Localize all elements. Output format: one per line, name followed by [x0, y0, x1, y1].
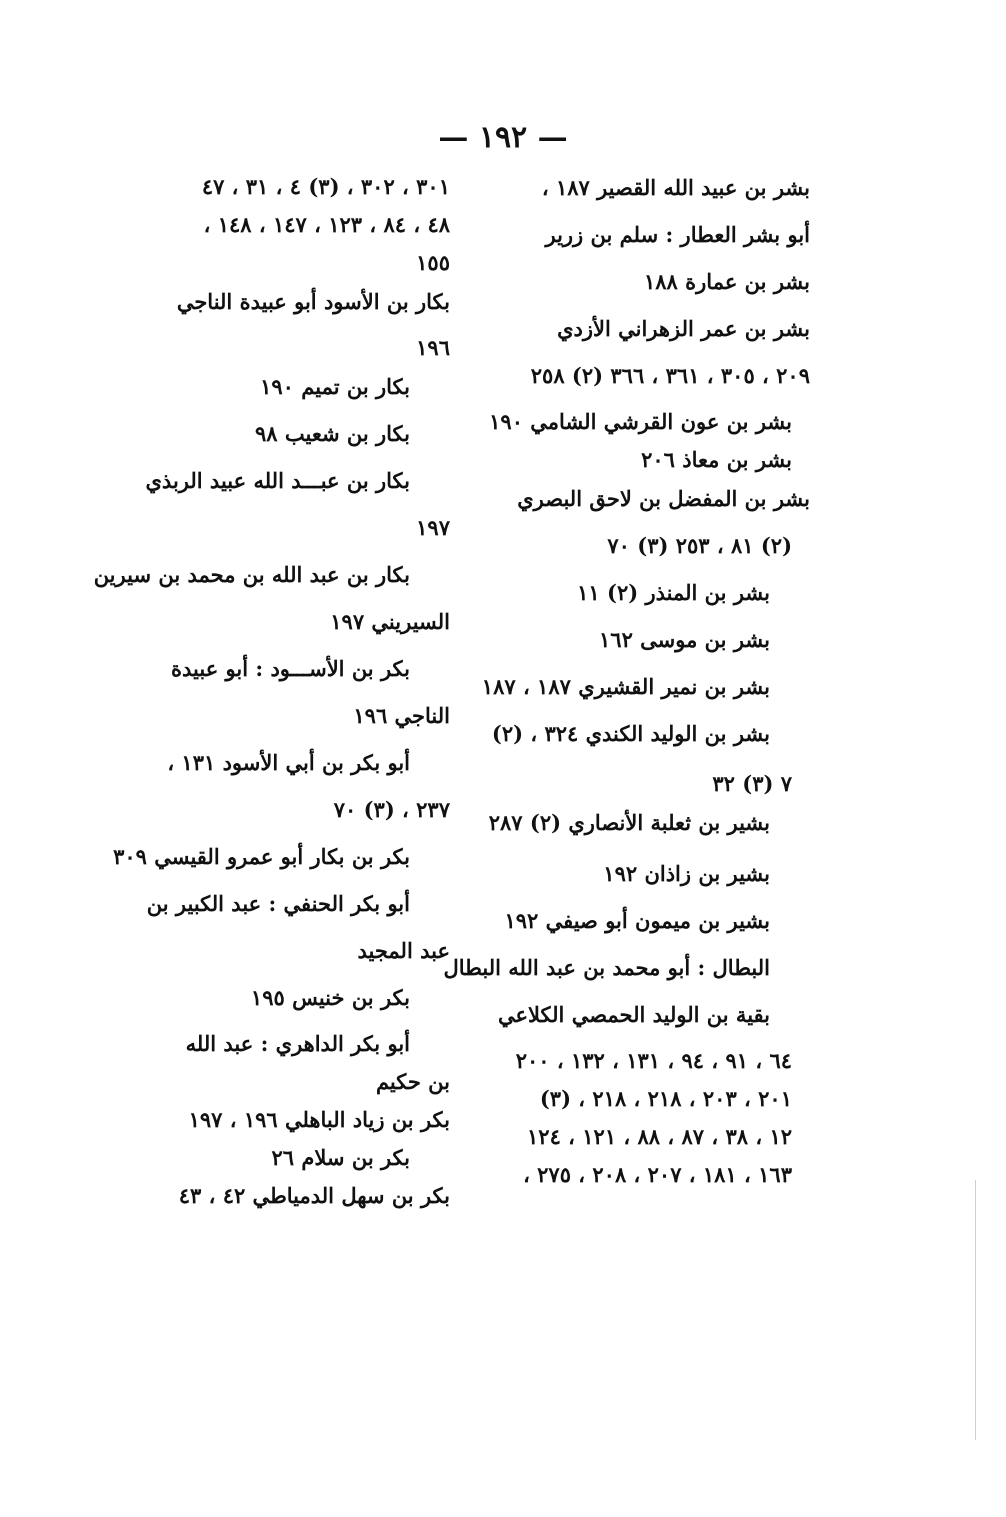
index-entry: بشر بن موسى ١٦٢	[599, 627, 770, 652]
scan-edge-line	[975, 1180, 976, 1440]
index-entry: بكار بن الأسود أبو عبيدة الناجي	[176, 289, 450, 314]
page-number: — ١٩٢ —	[438, 120, 568, 155]
index-entry: بشر بن عمارة ١٨٨	[644, 269, 810, 294]
index-entry-pages: الناجي ١٩٦	[353, 703, 450, 728]
index-entry: بكر بن الأســـود : أبو عبيدة	[171, 656, 410, 681]
index-entry: بشر بن الوليد الكندي ٣٢٤ ، (٢)	[491, 721, 770, 746]
index-entry: بكر بن خنيس ١٩٥	[250, 985, 410, 1010]
index-entry: أبو بشر العطار : سلم بن زرير	[545, 222, 810, 247]
index-entry: بشر بن نمير القشيري ١٨٧ ، ١٨٧	[481, 674, 770, 699]
index-entry: بشر بن معاذ ٢٠٦	[641, 447, 792, 472]
index-entry: بشير بن زاذان ١٩٢	[603, 861, 770, 886]
index-entry-pages: ١٩٦	[416, 335, 450, 360]
index-entry: بشر بن عون القرشي الشامي ١٩٠	[489, 409, 792, 434]
index-entry-pages: ٢٣٧ ، (٣) ٧٠	[333, 797, 450, 822]
index-entry: بكار بن تميم ١٩٠	[260, 374, 410, 399]
index-entry: بشر بن عمر الزهراني الأزدي	[557, 316, 810, 341]
index-entry: بكار بن شعيب ٩٨	[255, 421, 410, 446]
index-entry-pages: ١٥٥	[416, 250, 450, 275]
index-entry-pages: ٣٠١ ، ٣٠٢ ، (٣) ٤ ، ٣١ ، ٤٧	[201, 174, 450, 199]
index-entry: بشر بن المنذر (٢) ١١	[577, 580, 770, 605]
index-entry: بكار بن عبـــد الله عبيد الربذي	[145, 468, 410, 493]
index-column-left	[93, 170, 450, 1217]
index-entry: بشير بن ثعلبة الأنصاري (٢) ٢٨٧	[488, 810, 770, 835]
index-column-right	[443, 170, 810, 1196]
index-entry-pages: ١٩٧	[416, 515, 450, 540]
index-entry-pages: ٦٤ ، ٩١ ، ٩٤ ، ١٣١ ، ١٣٢ ، ٢٠٠	[515, 1048, 792, 1073]
index-entry-pages: السيريني ١٩٧	[330, 609, 450, 634]
index-entry: البطال : أبو محمد بن عبد الله البطال	[443, 955, 770, 980]
index-entry: بكر بن سلام ٢٦	[271, 1145, 410, 1170]
index-entry: بكر بن بكار أبو عمرو القيسي ٣٠٩	[113, 844, 410, 869]
index-entry-pages: ٤٨ ، ٨٤ ، ١٢٣ ، ١٤٧ ، ١٤٨ ،	[203, 212, 450, 237]
index-entry: بكر بن سهل الدمياطي ٤٢ ، ٤٣	[178, 1183, 450, 1208]
index-entry-pages: بن حكيم	[375, 1069, 450, 1094]
index-entry: بكار بن عبد الله بن محمد بن سيرين	[93, 562, 410, 587]
index-entry: بشر بن عبيد الله القصير ١٨٧ ،	[541, 175, 810, 200]
index-entry-pages: ١٦٣ ، ١٨١ ، ٢٠٧ ، ٢٠٨ ، ٢٧٥ ،	[523, 1162, 792, 1187]
index-entry-pages: (٢) ٨١ ، ٢٥٣ (٣) ٧٠	[607, 533, 792, 558]
index-entry: أبو بكر الداهري : عبد الله	[185, 1031, 410, 1056]
index-entry-pages: ٧ (٣) ٣٢	[712, 771, 792, 796]
index-entry-pages: ٢٠٩ ، ٣٠٥ ، ٣٦١ ، ٣٦٦ (٢) ٢٥٨	[530, 363, 810, 388]
index-entry: أبو بكر الحنفي : عبد الكبير بن	[146, 891, 410, 916]
index-entry: بقية بن الوليد الحمصي الكلاعي	[497, 1002, 770, 1027]
index-entry: بشير بن ميمون أبو صيفي ١٩٢	[504, 908, 770, 933]
index-entry: بكر بن زياد الباهلي ١٩٦ ، ١٩٧	[188, 1107, 450, 1132]
index-entry-pages: ٢٠١ ، ٢٠٣ ، ٢١٨ ، ٢١٨ ، (٣)	[539, 1086, 792, 1111]
index-entry-pages: ١٢ ، ٣٨ ، ٨٧ ، ٨٨ ، ١٢١ ، ١٢٤	[527, 1124, 792, 1149]
index-entry: أبو بكر بن أبي الأسود ١٣١ ،	[167, 750, 410, 775]
index-entry-pages: عبد المجيد	[357, 938, 450, 963]
index-entry: بشر بن المفضل بن لاحق البصري	[517, 486, 810, 511]
